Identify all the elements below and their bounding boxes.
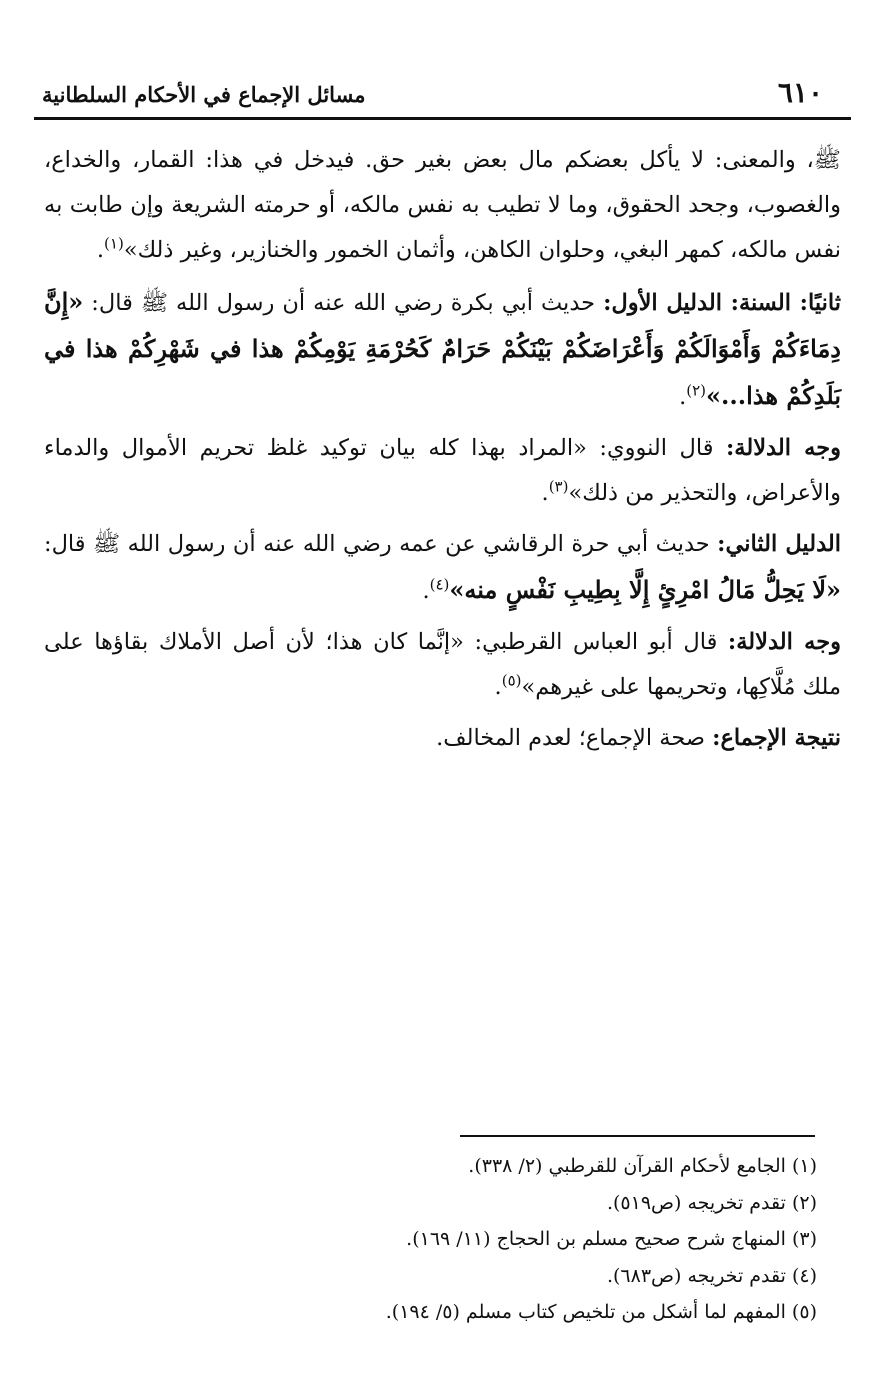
paragraph-sunnah-first-proof: ثانيًا: السنة: الدليل الأول: حديث أبي بكرة رضي الله عنه أن رسول الله ﷺ قال: «إِنَّ دِمَاءَكُمْ وَأَمْوَالَكُمْ وَأَعْرَاضَكُمْ بَيْنَكُمْ حَرَامٌ كَحُرْمَةِ يَوْمِكُمْ هذا في شَهْرِكُمْ هذا في بَلَدِكُمْ هذا...»$^{(٢)}$.: [44, 287, 842, 410]
footnote-separator: [460, 1135, 815, 1137]
section-label: وجه الدلالة:: [725, 435, 841, 461]
paragraph-meaning: ﷺ، والمعنى: لا يأكل بعضكم مال بعض بغير حق. فيدخل في هذا: القمار، والخداع، والغصوب، وجحد الحقوق، وما لا تطيب به نفس مالكه، أو حرمته الشريعة وإن طابت به نفس مالكه، كمهر البغي، وحلوان الكاهن، وأثمان الخمور والخنازير، وغير ذلك»$^{(١)}$.: [44, 147, 841, 263]
footnote-item: (٤) تقدم تخريجه (ص٦٨٣).: [606, 1264, 817, 1287]
footnote-item: (٣) المنهاج شرح صحيح مسلم بن الحجاج (١١/ ١٦٩).: [406, 1228, 817, 1250]
page-header: [34, 70, 851, 120]
main-text: [44, 138, 841, 767]
footnote-item: (٢) تقدم تخريجه (ص٥١٩).: [606, 1191, 817, 1214]
page-number: ٦١٠: [777, 76, 823, 109]
paragraph-text: حديث أبي حرة الرقاشي عن عمه رضي الله عنه أن رسول الله ﷺ قال:: [44, 531, 718, 557]
paragraph-evidence-nawawi: وجه الدلالة: قال النووي: «المراد بهذا كله بيان توكيد غلظ تحريم الأموال والدماء والأعراض، والتحذير من ذلك»$^{(٣)}$.: [44, 435, 841, 506]
footnote-ref: (٢): [686, 381, 707, 400]
paragraph-evidence-qurtubi: وجه الدلالة: قال أبو العباس القرطبي: «إنَّما كان هذا؛ لأن أصل الأملاك بقاؤها على ملك مُلَّاكِها، وتحريمها على غيرهم»$^{(٥)}$.: [44, 629, 841, 700]
paragraph-text: قال أبو العباس القرطبي: «إنَّما كان هذا؛ لأن أصل الأملاك بقاؤها على ملك مُلَّاكِها، وتحريمها على غيرهم»: [44, 629, 841, 700]
header-rule: [34, 117, 851, 120]
running-title: مسائل الإجماع في الأحكام السلطانية: [42, 82, 366, 107]
footnote-item: (٥) المفهم لما أشكل من تلخيص كتاب مسلم (٥/ ١٩٤).: [385, 1301, 817, 1323]
section-label: وجه الدلالة:: [727, 629, 841, 655]
section-label: نتيجة الإجماع:: [712, 725, 841, 751]
footnote-ref: (٣): [548, 477, 569, 496]
footnotes: [44, 1148, 817, 1331]
paragraph-second-proof: الدليل الثاني: حديث أبي حرة الرقاشي عن عمه رضي الله عنه أن رسول الله ﷺ قال: «لَا يَحِلُّ مَالُ امْرِئٍ إِلَّا بِطِيبِ نَفْسٍ منه»$^{(٤)}$.: [44, 531, 841, 604]
paragraph-text: قال النووي: «المراد بهذا كله بيان توكيد غلظ تحريم الأموال والدماء والأعراض، والتحذير من ذلك»: [44, 435, 841, 506]
hadith-text: «لَا يَحِلُّ مَالُ امْرِئٍ إِلَّا بِطِيبِ نَفْسٍ منه»: [449, 575, 841, 604]
hadith-text: «إِنَّ دِمَاءَكُمْ وَأَمْوَالَكُمْ وَأَعْرَاضَكُمْ بَيْنَكُمْ حَرَامٌ كَحُرْمَةِ يَوْمِكُمْ هذا في شَهْرِكُمْ هذا في بَلَدِكُمْ هذا...»: [44, 287, 841, 410]
paragraph-text: حديث أبي بكرة رضي الله عنه أن رسول الله ﷺ قال:: [83, 290, 604, 316]
footnote-ref: (١): [104, 234, 124, 253]
section-label: ثانيًا: السنة: الدليل الأول:: [603, 290, 842, 316]
paragraph-text: صحة الإجماع؛ لعدم المخالف.: [436, 725, 713, 751]
paragraph-consensus-result: [44, 716, 841, 761]
footnote-ref: (٤): [429, 575, 450, 594]
section-label: الدليل الثاني:: [717, 531, 841, 557]
footnote-item: (١) الجامع لأحكام القرآن للقرطبي (٢/ ٣٣٨).: [468, 1155, 817, 1177]
paragraph-text: ﷺ، والمعنى: لا يأكل بعضكم مال بعض بغير حق. فيدخل في هذا: القمار، والخداع، والغصوب، وجحد الحقوق، وما لا تطيب به نفس مالكه، أو حرمته الشريعة وإن طابت به نفس مالكه، كمهر البغي، وحلوان الكاهن، وأثمان الخمور والخنازير، وغير ذلك»: [44, 147, 841, 263]
footnote-ref: (٥): [501, 671, 522, 690]
